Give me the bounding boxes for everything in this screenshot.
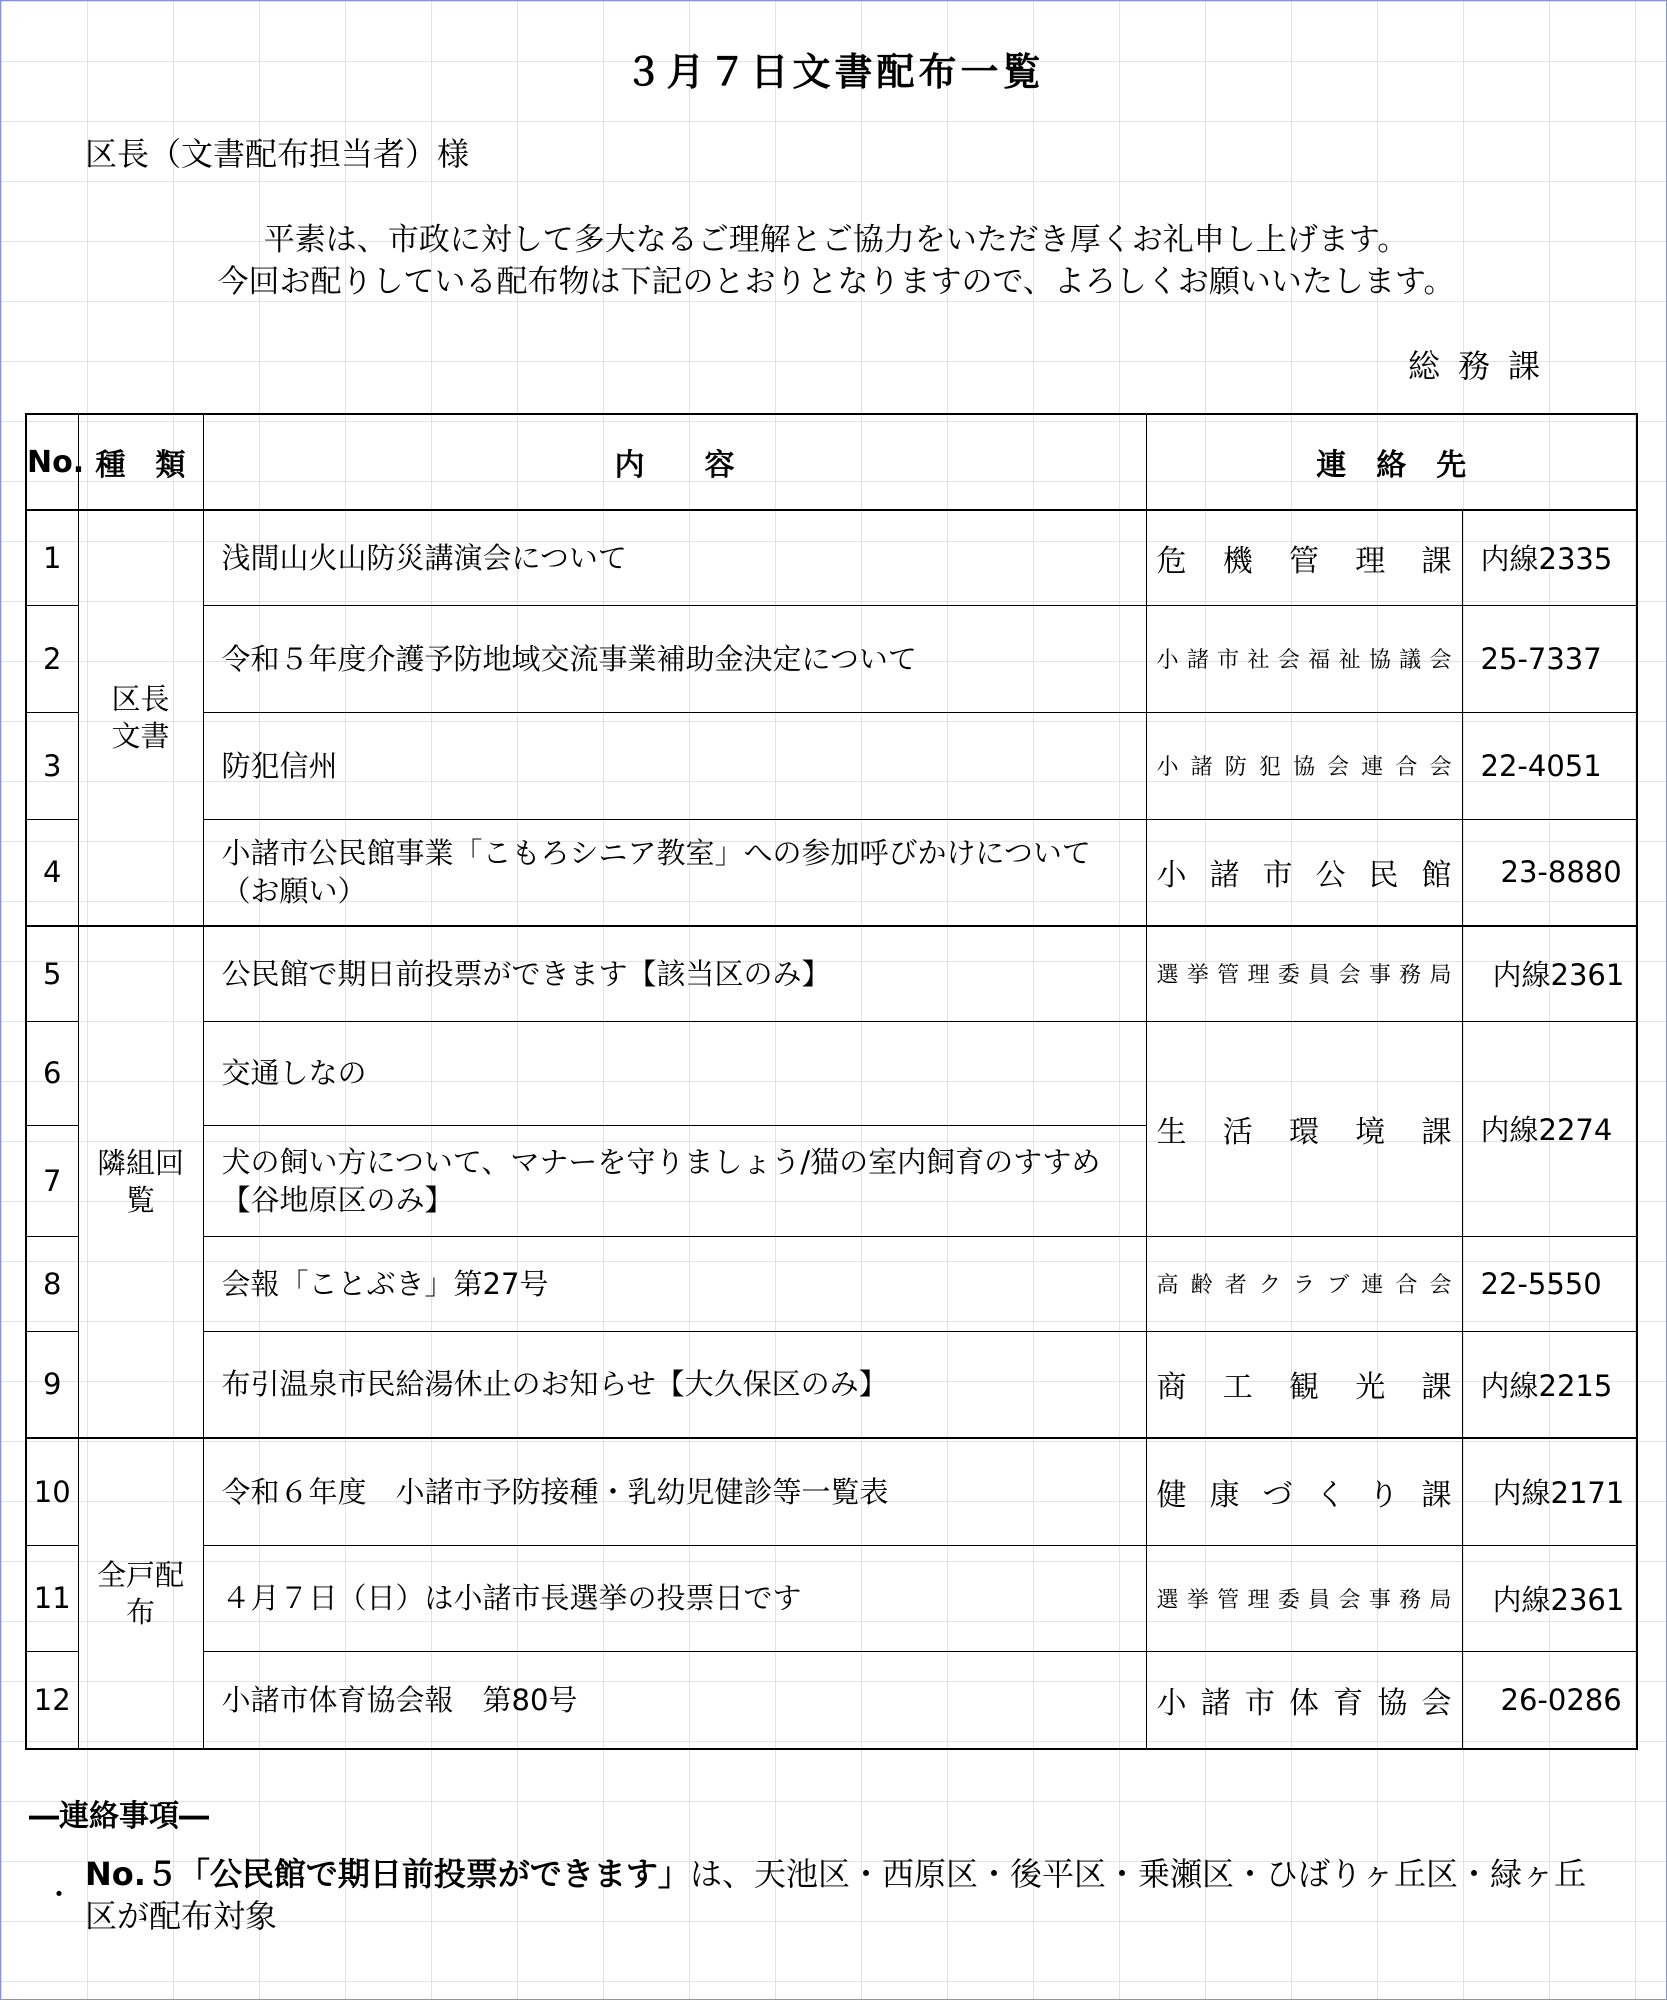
row-org: 選挙管理委員会事務局 (1146, 1545, 1462, 1651)
row-content: 小諸市体育協会報 第80号 (203, 1651, 1146, 1749)
row-tel: 内線2171 (1462, 1438, 1637, 1545)
row-org: 高齢者クラブ連合会 (1146, 1236, 1462, 1331)
row-no: 4 (26, 819, 78, 926)
header-type: 種 類 (78, 414, 203, 510)
addressee: 区長（文書配布担当者）様 (85, 135, 470, 173)
notes-heading: ―連絡事項― (29, 1799, 209, 1834)
greeting-line-1: 平素は、市政に対して多大なるご理解とご協力をいただき厚くお礼申し上げます。 (263, 222, 1409, 258)
row-tel: 23-8880 (1462, 819, 1637, 926)
table-row (26, 926, 1637, 1021)
row-org: 生活環境課 (1146, 1021, 1462, 1236)
row-no: 9 (26, 1331, 78, 1438)
row-no: 10 (26, 1438, 78, 1545)
row-no: 8 (26, 1236, 78, 1331)
note-bullet: ・ (45, 1878, 74, 1911)
table-row (26, 1236, 1637, 1331)
category-cell: 隣組回覧 (78, 926, 203, 1438)
row-content: 令和５年度介護予防地域交流事業補助金決定について (203, 605, 1146, 712)
row-content: 令和６年度 小諸市予防接種・乳幼児健診等一覧表 (203, 1438, 1146, 1545)
row-no: 7 (26, 1125, 78, 1236)
row-org: 健康づくり課 (1146, 1438, 1462, 1545)
row-no: 12 (26, 1651, 78, 1749)
row-org: 選挙管理委員会事務局 (1146, 926, 1462, 1021)
row-org: 商工観光課 (1146, 1331, 1462, 1438)
note-item (85, 1853, 1605, 1937)
table-row (26, 1545, 1637, 1651)
table-row (26, 1438, 1637, 1545)
row-content: 会報「ことぶき」第27号 (203, 1236, 1146, 1331)
header-no: No. (26, 414, 78, 510)
row-content: 交通しなの (203, 1021, 1146, 1125)
row-content: ４月７日（日）は小諸市長選挙の投票日です (203, 1545, 1146, 1651)
table-row (26, 510, 1637, 605)
table-row (26, 712, 1637, 819)
row-org: 小諸市社会福祉協議会 (1146, 605, 1462, 712)
row-no: 2 (26, 605, 78, 712)
header-contact: 連 絡 先 (1146, 414, 1637, 510)
department-name: 総務課 (1407, 347, 1558, 385)
row-tel: 内線2335 (1462, 510, 1637, 605)
page-title: ３月７日文書配布一覧 (624, 50, 1045, 94)
row-content: 犬の飼い方について、マナーを守りましょう/猫の室内飼育のすすめ【谷地原区のみ】 (203, 1125, 1146, 1236)
header-content: 内 容 (203, 414, 1146, 510)
row-content: 公民館で期日前投票ができます【該当区のみ】 (203, 926, 1146, 1021)
row-tel: 内線2274 (1462, 1021, 1637, 1236)
note-item-text: は、天池区・西原区・後平区・乗瀬区・ひばりヶ丘区・緑ヶ丘区が配布対象 (85, 1855, 1586, 1935)
row-org: 小諸防犯協会連合会 (1146, 712, 1462, 819)
row-no: 6 (26, 1021, 78, 1125)
greeting (61, 219, 1611, 303)
row-content: 浅間山火山防災講演会について (203, 510, 1146, 605)
table-row (26, 1651, 1637, 1749)
row-tel: 内線2361 (1462, 1545, 1637, 1651)
table-row (26, 1021, 1637, 1125)
row-no: 1 (26, 510, 78, 605)
row-tel: 内線2361 (1462, 926, 1637, 1021)
row-content: 防犯信州 (203, 712, 1146, 819)
table-row (26, 819, 1637, 926)
header-row (26, 414, 1637, 510)
row-no: 11 (26, 1545, 78, 1651)
row-tel: 26-0286 (1462, 1651, 1637, 1749)
table-row (26, 1331, 1637, 1438)
row-org: 小諸市体育協会 (1146, 1651, 1462, 1749)
note-item-bold: No.５「公民館で期日前投票ができます」 (85, 1855, 690, 1893)
distribution-table (25, 413, 1638, 1750)
category-cell: 区長文書 (78, 510, 203, 926)
category-cell: 全戸配布 (78, 1438, 203, 1749)
row-org: 小諸市公民館 (1146, 819, 1462, 926)
row-tel: 22-4051 (1462, 712, 1637, 819)
row-no: 5 (26, 926, 78, 1021)
greeting-line-2: 今回お配りしている配布物は下記のとおりとなりますので、よろしくお願いいたします。 (217, 264, 1455, 300)
row-tel: 内線2215 (1462, 1331, 1637, 1438)
row-tel: 22-5550 (1462, 1236, 1637, 1331)
row-no: 3 (26, 712, 78, 819)
row-org: 危機管理課 (1146, 510, 1462, 605)
row-content: 布引温泉市民給湯休止のお知らせ【大久保区のみ】 (203, 1331, 1146, 1438)
row-content: 小諸市公民館事業「こもろシニア教室」への参加呼びかけについて（お願い） (203, 819, 1146, 926)
row-tel: 25-7337 (1462, 605, 1637, 712)
table-row (26, 605, 1637, 712)
